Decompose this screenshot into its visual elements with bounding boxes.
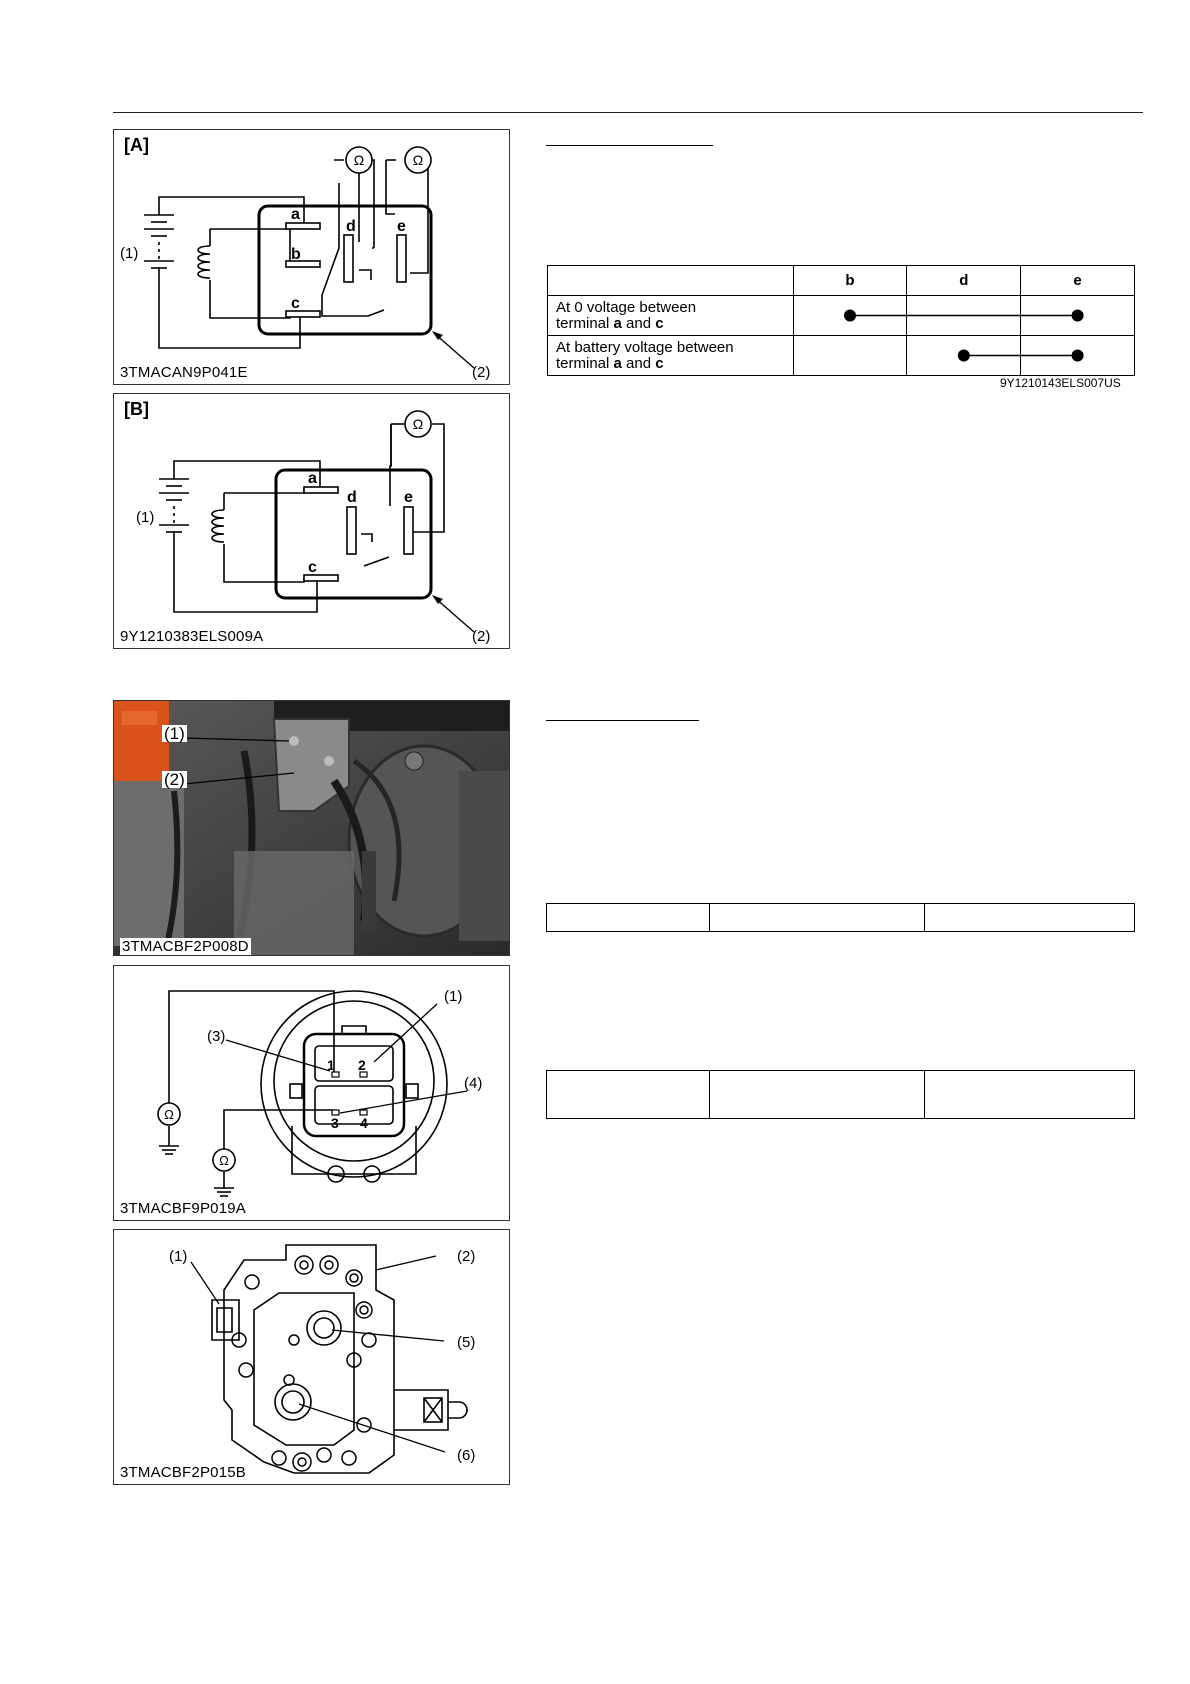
valve-diagram [113,1229,510,1485]
relay-a-schematic [114,130,510,385]
relay-diagram-a [113,129,510,385]
row-label [548,296,794,336]
pin-label: 2 [358,1057,366,1073]
table-row [548,336,1135,376]
section-heading-underline [546,720,699,721]
callout-1: (1) [136,509,155,526]
pin-label: 1 [327,1057,335,1073]
callout-1: (1) [164,724,185,743]
figure-code: 3TMACBF2P008D [122,938,249,955]
terminal-label-c: c [308,559,317,576]
figure-code: 3TMACAN9P041E [120,364,248,381]
terminal-label-e: e [404,489,413,506]
table-header-e: e [1021,266,1135,296]
callout-2: (2) [457,1248,476,1265]
meter-symbol: Ω [412,152,424,168]
callout-4: (4) [464,1075,483,1092]
table-header-b: b [793,266,907,296]
table-header-d: d [907,266,1021,296]
valve-schematic [114,1230,510,1485]
terminal-label-e: e [397,218,406,235]
table-header-empty [548,266,794,296]
row-label-line2: terminal a and c [556,354,664,372]
row-label-line1: At battery voltage between [556,338,734,356]
connector-schematic [114,966,510,1221]
terminal-label-c: c [291,295,300,312]
table-code: 9Y1210143ELS007US [1000,376,1121,390]
section-heading-underline [546,145,713,146]
continuity-table [547,265,1135,376]
terminal-label-a: a [291,206,300,223]
figure-code: 3TMACBF2P015B [120,1464,246,1481]
relay-b-schematic [114,394,510,649]
row-label-line2: terminal a and c [556,314,664,332]
callout-5: (5) [457,1334,476,1351]
valve-photo [113,700,510,956]
terminal-label-d: d [347,489,357,506]
callout-3: (3) [207,1028,226,1045]
meter-symbol: Ω [219,1153,229,1168]
figure-code: 9Y1210383ELS009A [120,628,264,645]
figure-tag: [B] [124,399,149,419]
callout-2: (2) [164,770,185,789]
callout-1: (1) [444,988,463,1005]
row-label-line1: At 0 voltage between [556,298,697,316]
meter-symbol: Ω [353,152,365,168]
figure-code: 3TMACBF9P019A [120,1200,246,1217]
spec-table-1 [546,903,1135,932]
table-row [548,296,1135,336]
callout-1: (1) [120,245,139,262]
meter-symbol: Ω [164,1107,174,1122]
connector-diagram [113,965,510,1221]
callout-2: (2) [472,628,491,645]
callout-2: (2) [472,364,491,381]
terminal-label-d: d [346,218,356,235]
spec-table-2 [546,1070,1135,1119]
callout-1: (1) [169,1248,188,1265]
header-rule [113,112,1143,113]
callout-6: (6) [457,1447,476,1464]
terminal-label-b: b [291,246,301,263]
terminal-label-a: a [308,470,317,487]
pin-label: 3 [331,1115,339,1131]
relay-diagram-b [113,393,510,649]
row-label [548,336,794,376]
meter-symbol: Ω [412,416,424,432]
pin-label: 4 [360,1115,368,1131]
figure-tag: [A] [124,135,149,155]
